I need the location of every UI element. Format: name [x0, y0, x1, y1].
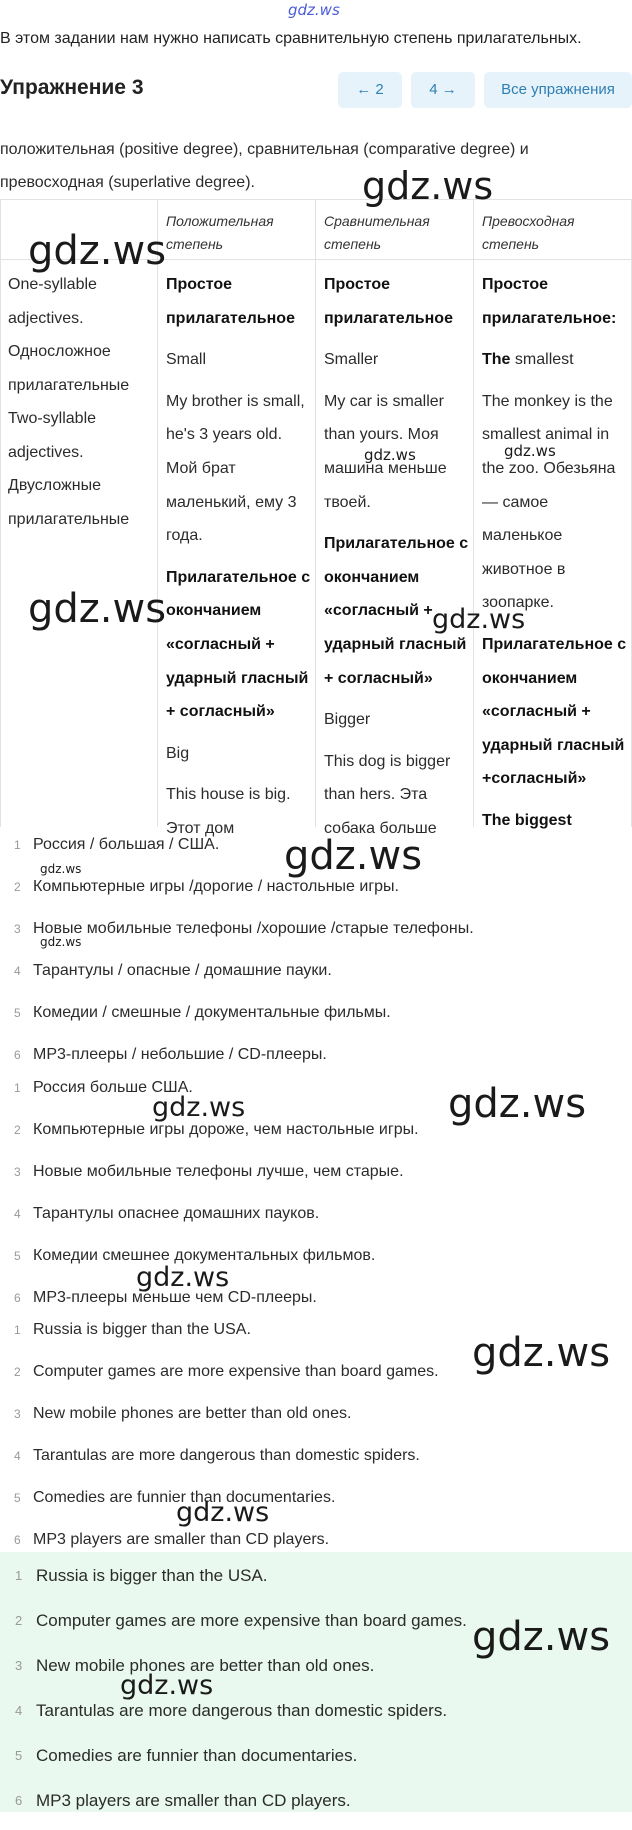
item-text: Comedies are funnier than documentaries. [36, 1746, 358, 1765]
item-number: 6 [14, 1291, 21, 1305]
watermark: gdz.ws [28, 586, 167, 632]
watermark: gdz.ws [28, 228, 167, 274]
watermark: gdz.ws [284, 833, 423, 879]
rule-cvc: Прилагательное с окончанием «согласный + ударный гласный + согласный» [324, 535, 469, 687]
watermark: gdz.ws [176, 1497, 270, 1528]
next-exercise-button[interactable]: 4 → [411, 72, 475, 108]
item-number: 5 [14, 1491, 21, 1505]
rule-simple: Простое прилагательное [324, 276, 453, 327]
item-text: New mobile phones are better than old ones. [33, 1405, 352, 1422]
type-one-syllable: One-syllable adjectives. [8, 276, 97, 327]
item-number: 1 [14, 1323, 21, 1337]
item-number: 6 [14, 1533, 21, 1547]
cell-superlative [482, 268, 630, 846]
example-smallest: The smallest [482, 351, 574, 369]
watermark: gdz.ws [152, 1092, 246, 1123]
watermark: gdz.ws [504, 442, 556, 460]
item-number: 4 [14, 964, 21, 978]
item-text: MP3 players are smaller than CD players. [36, 1791, 351, 1810]
type-two-syllable: Two-syllable adjectives. [8, 410, 97, 461]
item-text: Новые мобильные телефоны лучше, чем старые. [33, 1163, 404, 1180]
item-number: 4 [14, 1449, 21, 1463]
item-text: MP3-плееры меньше чем CD-плееры. [33, 1289, 317, 1306]
item-text: New mobile phones are better than old ones. [36, 1656, 375, 1675]
example-big: Big [166, 744, 190, 762]
item-number: 4 [14, 1207, 21, 1221]
item-text: Компьютерные игры дороже, чем настольные игры. [33, 1121, 419, 1138]
sentence-bigger: This dog is bigger than hers. Эта собака больше [324, 752, 451, 837]
watermark: gdz.ws [136, 1262, 230, 1293]
prev-exercise-button[interactable]: ← 2 [338, 72, 402, 108]
header-comparative: Сравнительная степень [324, 213, 430, 252]
watermark-top: gdz.ws [288, 1, 340, 19]
sentence-big: This house is big. Этот дом [166, 786, 291, 837]
item-text: Россия / большая / США. [33, 836, 220, 853]
watermark: gdz.ws [40, 935, 82, 949]
item-text: Комедии / смешные / документальные фильмы. [33, 1004, 391, 1021]
type-two-syllable-ru: Двусложные прилагательные [8, 477, 130, 528]
item-text: Computer games are more expensive than board games. [36, 1611, 467, 1630]
sentence-smaller: My car is smaller than yours. Моя машина меньше твоей. [324, 392, 447, 511]
header-superlative: Превосходная степень [482, 213, 575, 252]
watermark: gdz.ws [448, 1081, 587, 1127]
item-text: MP3 players are smaller than CD players. [33, 1531, 330, 1548]
item-number: 3 [15, 1658, 23, 1673]
item-number: 1 [14, 1081, 21, 1095]
item-number: 5 [15, 1748, 23, 1763]
example-biggest: The biggest [482, 811, 572, 829]
item-text: Computer games are more expensive than board games. [33, 1363, 439, 1380]
theory-line-1: положительная (positive degree), сравнительная (comparative degree) и [0, 141, 529, 158]
watermark: gdz.ws [472, 1330, 611, 1376]
degrees-table [0, 199, 632, 837]
item-number: 2 [15, 1613, 23, 1628]
watermark: gdz.ws [40, 862, 82, 876]
item-text: Комедии смешнее документальных фильмов. [33, 1247, 376, 1264]
example-bigger: Bigger [324, 711, 371, 729]
example-small: Small [166, 351, 207, 369]
cell-positive [166, 268, 312, 854]
item-text: Tarantulas are more dangerous than domestic spiders. [33, 1447, 420, 1464]
item-text: Тарантулы опаснее домашних пауков. [33, 1205, 320, 1222]
item-number: 2 [14, 1365, 21, 1379]
item-number: 6 [14, 1048, 21, 1062]
exercise-title: Упражнение 3 [0, 76, 144, 99]
item-number: 2 [14, 1123, 21, 1137]
item-text: Россия больше США. [33, 1079, 193, 1096]
all-exercises-button[interactable]: Все упражнения [484, 72, 632, 108]
rule-cvc: Прилагательное с окончанием «согласный + ударный гласный + согласный» [166, 568, 311, 721]
watermark: gdz.ws [432, 604, 526, 635]
item-number: 2 [14, 880, 21, 894]
rule-cvc: Прилагательное с окончанием «согласный + ударный гласный +согласный» [482, 635, 627, 788]
rule-simple: Простое прилагательное [166, 276, 295, 327]
item-number: 6 [15, 1793, 23, 1808]
sentence-small: My brother is small, he's 3 years old. Мой брат маленький, ему 3 года. [166, 392, 305, 545]
cell-adjective-types [8, 268, 148, 536]
item-text: Тарантулы / опасные / домашние пауки. [33, 962, 332, 979]
sentence-smallest: The monkey is the smallest animal in the zoo. Обезьяна — самое маленькое животное в зоопарке. [482, 392, 616, 612]
item-number: 1 [14, 838, 21, 852]
item-number: 5 [14, 1249, 21, 1263]
item-text: Comedies are funnier than documentaries. [33, 1489, 336, 1506]
watermark: gdz.ws [364, 446, 416, 464]
item-text: Russia is bigger than the USA. [33, 1321, 251, 1338]
cell-comparative [324, 268, 470, 854]
item-text: Russia is bigger than the USA. [36, 1566, 268, 1585]
item-text: Tarantulas are more dangerous than domestic spiders. [36, 1701, 448, 1720]
item-number: 3 [14, 922, 21, 936]
type-one-syllable-ru: Односложное прилагательные [8, 343, 130, 394]
header-positive: Положительная степень [166, 213, 274, 252]
example-smaller: Smaller [324, 351, 379, 369]
answer-box [0, 1552, 632, 1812]
intro-text: В этом задании нам нужно написать сравнительную степень прилагательных. [0, 30, 582, 47]
item-number: 5 [14, 1006, 21, 1020]
rule-simple: Простое прилагательное: [482, 276, 617, 327]
watermark: gdz.ws [472, 1614, 611, 1660]
item-text: Новые мобильные телефоны /хорошие /старые телефоны. [33, 920, 474, 937]
item-number: 4 [15, 1703, 23, 1718]
item-text: MP3-плееры / небольшие / CD-плееры. [33, 1046, 327, 1063]
item-number: 1 [15, 1568, 23, 1583]
theory-line-2: превосходная (superlative degree). [0, 174, 255, 191]
watermark: gdz.ws [362, 164, 494, 208]
watermark: gdz.ws [120, 1670, 214, 1701]
item-text: Компьютерные игры /дорогие / настольные игры. [33, 878, 399, 895]
item-number: 3 [14, 1407, 21, 1421]
item-number: 3 [14, 1165, 21, 1179]
